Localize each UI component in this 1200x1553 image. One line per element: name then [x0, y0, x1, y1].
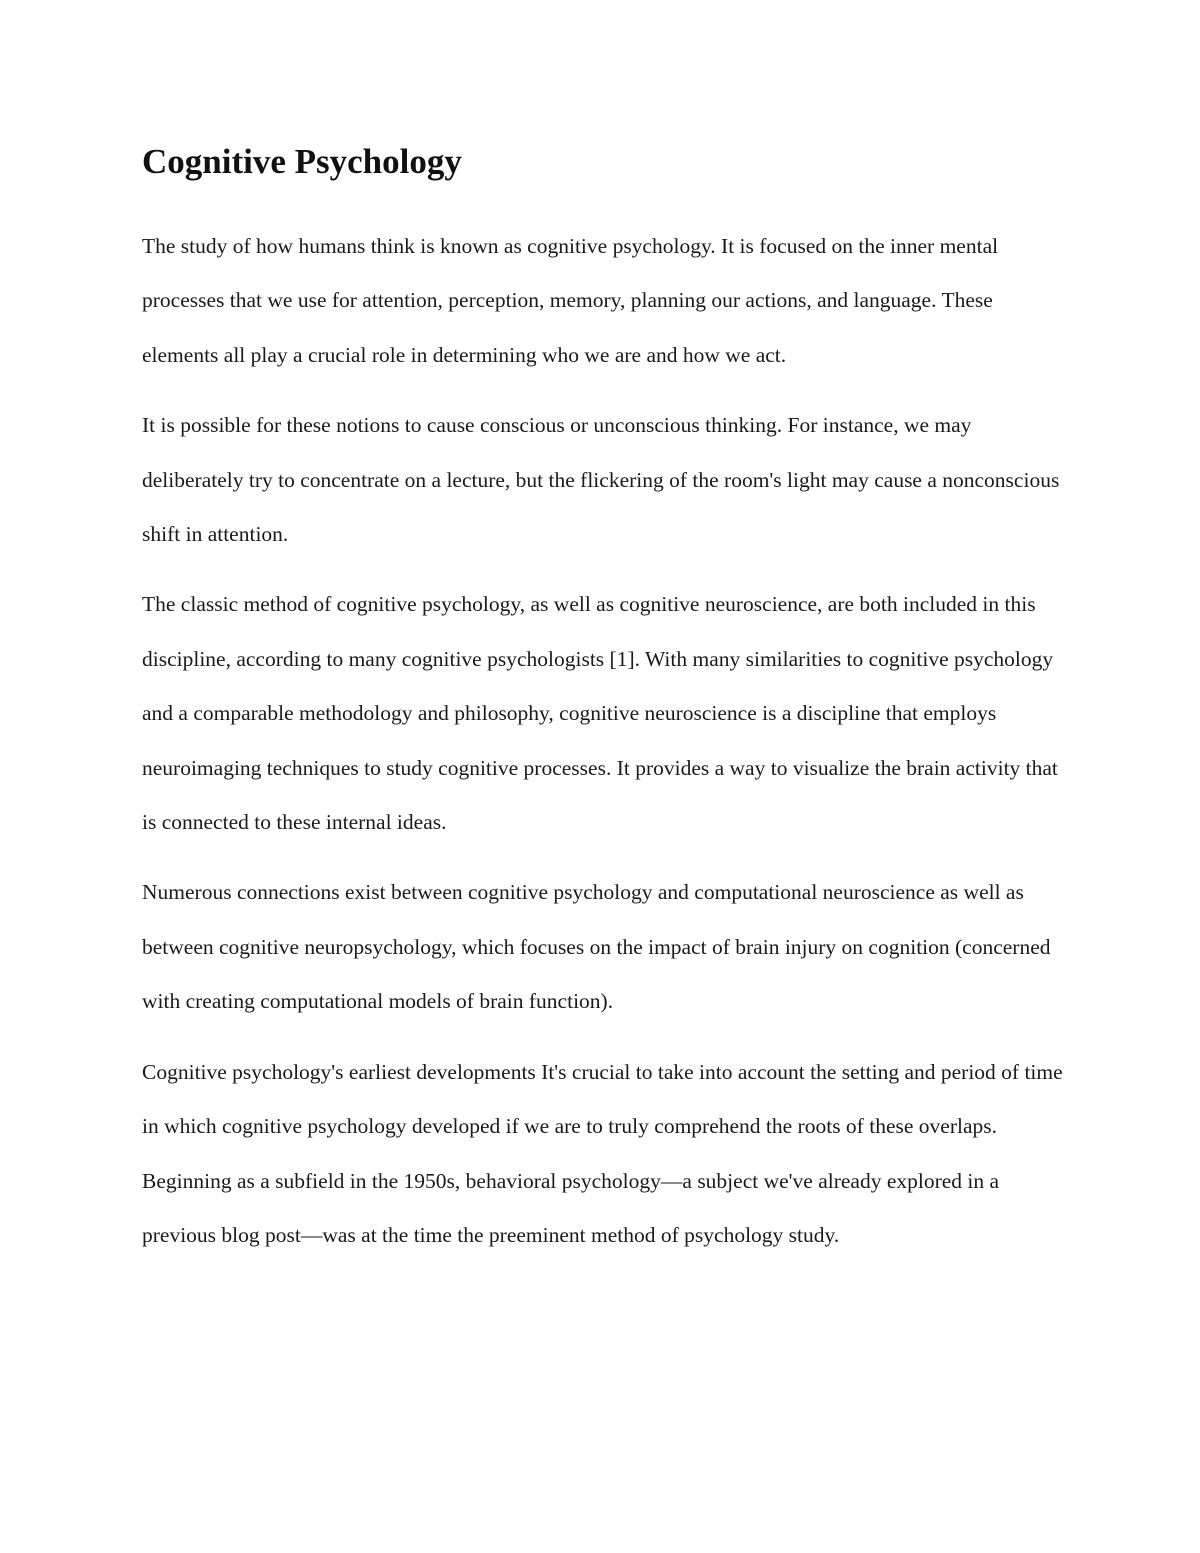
paragraph-intro: The study of how humans think is known as cognitive psychology. It is focused on the inner mental processes that we use for attention, perception, memory, planning our actions, and language. These elements all play a crucial role in determining who we are and how we act. — [142, 234, 999, 367]
paragraph-cognitive-neuroscience: The classic method of cognitive psychology, as well as cognitive neuroscience, are both included in this discipline, according to many cognitive psychologists [1]. With many similarities to cognitive psychology and a comparable methodology and philosophy, cognitive neuroscience is a discipline that employs neuroimaging techniques to study cognitive processes. It provides a way to visualize the brain activity that is connected to these internal ideas. — [142, 592, 1058, 835]
document-title: Cognitive Psychology — [142, 142, 462, 181]
paragraph-early-developments: Cognitive psychology's earliest developments It's crucial to take into account the setting and period of time in which cognitive psychology developed if we are to truly comprehend the roots of these overlaps. Beginning as a subfield in the 1950s, behavioral psychology—a subject we've already explored in a previous blog post—was at the time the preeminent method of psychology study. — [142, 1059, 1063, 1247]
paragraph-conscious-thinking: It is possible for these notions to cause conscious or unconscious thinking. For instance, we may deliberately try to concentrate on a lecture, but the flickering of the room's light may cause a nonconscious shift in attention. — [142, 413, 1060, 547]
paragraph-computational-connections: Numerous connections exist between cognitive psychology and computational neuroscience as well as between cognitive neuropsychology, which focuses on the impact of brain injury on cognition (concerned with creating computational models of brain function). — [142, 880, 1051, 1014]
document-body — [142, 140, 1067, 1278]
